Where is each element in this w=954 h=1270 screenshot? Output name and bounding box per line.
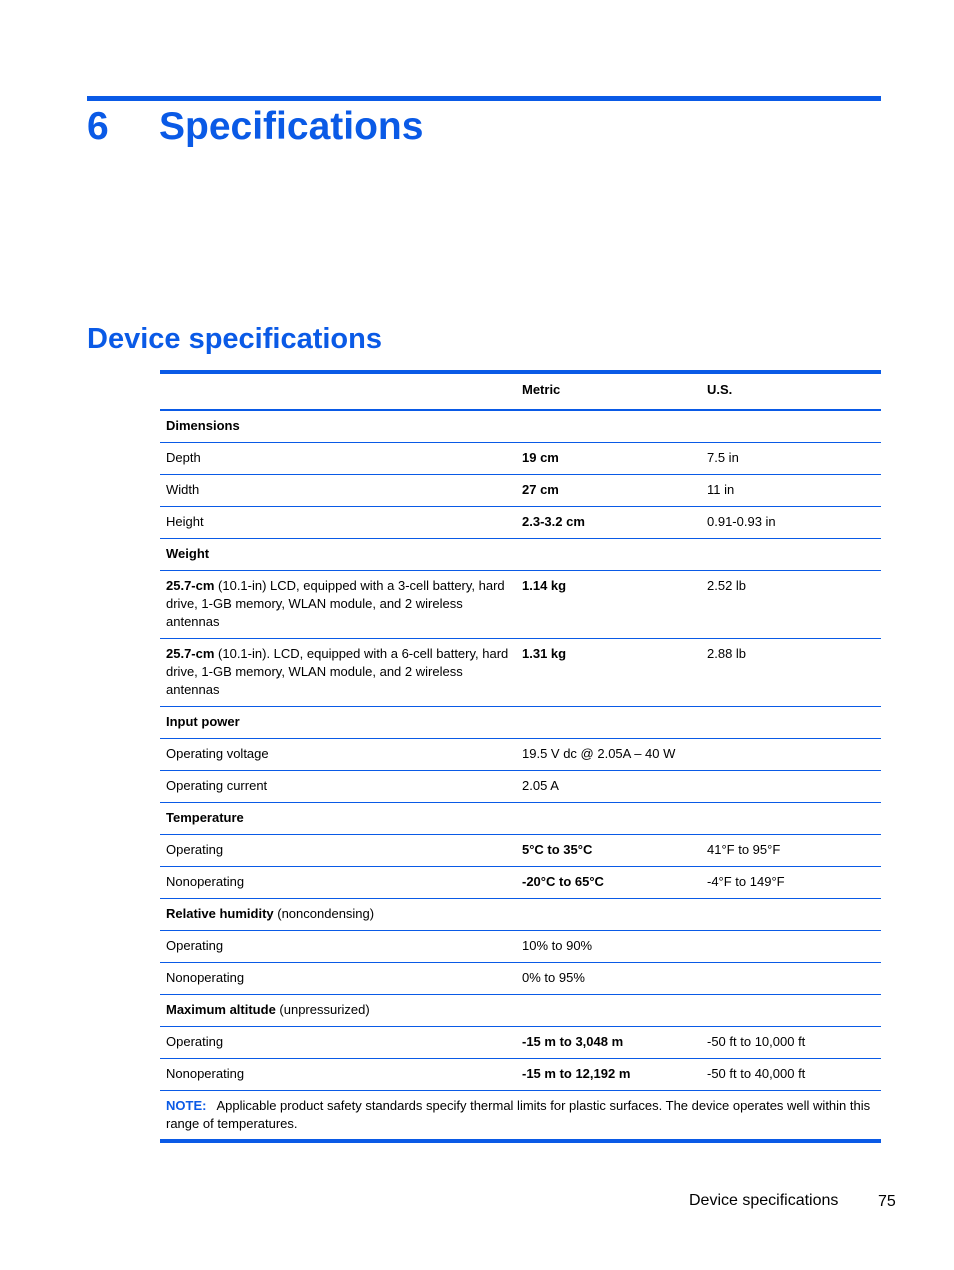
row-metric: 5°C to 35°C bbox=[516, 835, 701, 867]
group-heading-text: Relative humidity bbox=[166, 906, 274, 921]
row-label-bold: 25.7-cm bbox=[166, 578, 215, 593]
group-heading-text: Maximum altitude bbox=[166, 1002, 276, 1017]
table-row bbox=[160, 995, 881, 1027]
row-value: 2.05 A bbox=[516, 771, 881, 803]
row-metric: -15 m to 3,048 m bbox=[516, 1027, 701, 1059]
table-row bbox=[160, 803, 881, 835]
specifications-table bbox=[160, 370, 881, 1143]
row-label: Operating voltage bbox=[160, 739, 516, 771]
group-heading-note: (unpressurized) bbox=[275, 1002, 370, 1017]
table-row bbox=[160, 835, 881, 867]
row-metric: 1.14 kg bbox=[516, 571, 701, 639]
note-label: NOTE: bbox=[166, 1098, 207, 1113]
table-row bbox=[160, 507, 881, 539]
row-us: 2.88 lb bbox=[701, 639, 881, 707]
table-row bbox=[160, 410, 881, 443]
row-label-bold: 25.7-cm bbox=[166, 646, 215, 661]
chapter-number: 6 bbox=[87, 105, 109, 148]
row-label: Nonoperating bbox=[160, 963, 516, 995]
group-heading-dimensions: Dimensions bbox=[160, 410, 881, 443]
table-row bbox=[160, 963, 881, 995]
table-row bbox=[160, 1059, 881, 1091]
note-row bbox=[160, 1091, 881, 1142]
note-text: Applicable product safety standards specify thermal limits for plastic surfaces. The device operates well within this range of temperatures. bbox=[166, 1098, 871, 1131]
row-label: Depth bbox=[160, 443, 516, 475]
group-heading-note: (noncondensing) bbox=[273, 906, 375, 921]
row-metric: 19 cm bbox=[516, 443, 701, 475]
row-label-rest: (10.1-in) LCD, equipped with a 3-cell battery, hard drive, 1-GB memory, WLAN module, and 2 wireless antennas bbox=[166, 578, 505, 629]
row-us: 11 in bbox=[701, 475, 881, 507]
row-us: -50 ft to 40,000 ft bbox=[701, 1059, 881, 1091]
table-row bbox=[160, 931, 881, 963]
table-row bbox=[160, 443, 881, 475]
row-label bbox=[160, 639, 516, 707]
row-value: 10% to 90% bbox=[516, 931, 881, 963]
row-metric: 2.3-3.2 cm bbox=[516, 507, 701, 539]
group-heading-humidity bbox=[160, 899, 881, 931]
table-row bbox=[160, 475, 881, 507]
row-label-rest: (10.1-in). LCD, equipped with a 6-cell battery, hard drive, 1-GB memory, WLAN module, and 2 wireless antennas bbox=[166, 646, 509, 697]
row-label bbox=[160, 571, 516, 639]
chapter-rule bbox=[87, 96, 881, 101]
table-row bbox=[160, 1027, 881, 1059]
table-row bbox=[160, 739, 881, 771]
table-row bbox=[160, 771, 881, 803]
row-us: -4°F to 149°F bbox=[701, 867, 881, 899]
table-row bbox=[160, 571, 881, 639]
row-us: 41°F to 95°F bbox=[701, 835, 881, 867]
row-value: 19.5 V dc @ 2.05A – 40 W bbox=[516, 739, 881, 771]
table-row bbox=[160, 539, 881, 571]
group-heading-input-power: Input power bbox=[160, 707, 881, 739]
note bbox=[160, 1091, 881, 1142]
section-title: Device specifications bbox=[87, 323, 382, 355]
footer-section-title: Device specifications bbox=[689, 1192, 839, 1209]
row-us: 2.52 lb bbox=[701, 571, 881, 639]
row-label: Height bbox=[160, 507, 516, 539]
group-heading-temperature: Temperature bbox=[160, 803, 881, 835]
row-value: 0% to 95% bbox=[516, 963, 881, 995]
row-us: 7.5 in bbox=[701, 443, 881, 475]
page-number: 75 bbox=[878, 1193, 896, 1210]
table-row bbox=[160, 639, 881, 707]
row-label: Operating bbox=[160, 1027, 516, 1059]
chapter-title: Specifications bbox=[159, 105, 424, 148]
row-label: Nonoperating bbox=[160, 867, 516, 899]
row-metric: 27 cm bbox=[516, 475, 701, 507]
row-us: -50 ft to 10,000 ft bbox=[701, 1027, 881, 1059]
chapter-heading bbox=[87, 102, 423, 152]
row-label: Width bbox=[160, 475, 516, 507]
row-label: Operating bbox=[160, 835, 516, 867]
table-row bbox=[160, 707, 881, 739]
group-heading-altitude bbox=[160, 995, 881, 1027]
row-label: Operating current bbox=[160, 771, 516, 803]
row-us: 0.91-0.93 in bbox=[701, 507, 881, 539]
row-metric: 1.31 kg bbox=[516, 639, 701, 707]
table-row bbox=[160, 867, 881, 899]
row-metric: -20°C to 65°C bbox=[516, 867, 701, 899]
header-label bbox=[160, 372, 516, 410]
table-header-row bbox=[160, 372, 881, 410]
table-row bbox=[160, 899, 881, 931]
header-us: U.S. bbox=[701, 372, 881, 410]
header-metric: Metric bbox=[516, 372, 701, 410]
group-heading-weight: Weight bbox=[160, 539, 881, 571]
row-label: Nonoperating bbox=[160, 1059, 516, 1091]
row-metric: -15 m to 12,192 m bbox=[516, 1059, 701, 1091]
row-label: Operating bbox=[160, 931, 516, 963]
